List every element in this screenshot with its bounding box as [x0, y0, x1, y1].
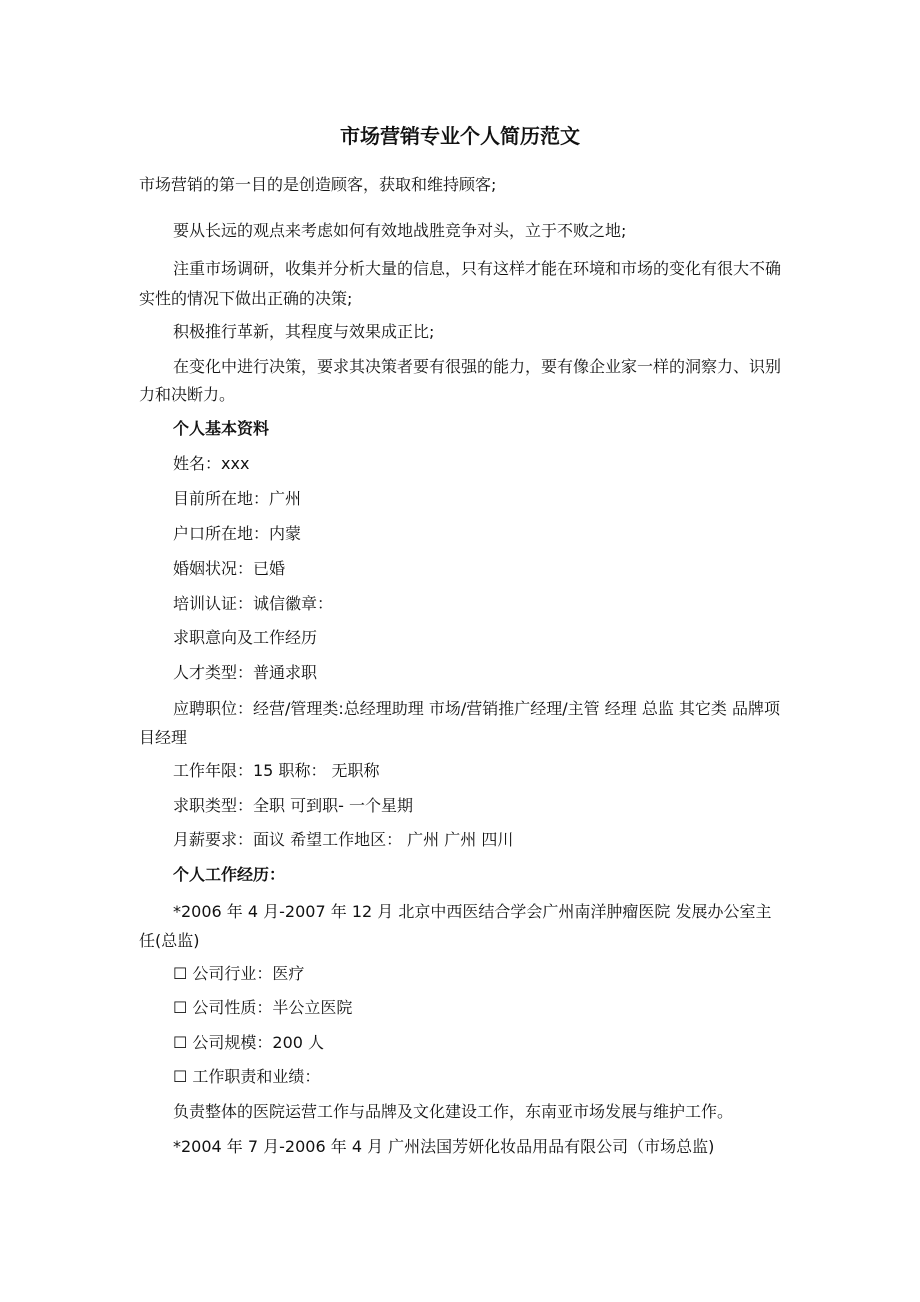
- paragraph: 要从长远的观点来考虑如何有效地战胜竞争对头，立于不败之地;: [173, 221, 627, 240]
- work-detail: ☐ 公司行业：医疗: [173, 964, 305, 983]
- info-line: 工作年限：15 职称： 无职称: [173, 761, 380, 780]
- section-heading-work: 个人工作经历：: [173, 865, 286, 884]
- paragraph: 注重市场调研，收集并分析大量的信息，只有这样才能在环境和市场的变化有很大不确实性的情况下做出正确的决策;: [139, 259, 782, 308]
- info-line: 求职类型：全职 可到职- 一个星期: [173, 796, 413, 815]
- info-line: 婚姻状况：已婚: [173, 559, 286, 578]
- document-title: 市场营销专业个人简历范文: [340, 124, 580, 148]
- work-detail: ☐ 公司性质：半公立医院: [173, 998, 353, 1017]
- work-detail: 负责整体的医院运营工作与品牌及文化建设工作，东南亚市场发展与维护工作。: [173, 1102, 734, 1121]
- info-line: 姓名：xxx: [173, 454, 250, 473]
- section-heading-basic-info: 个人基本资料: [173, 419, 270, 438]
- work-entry: *2004 年 7 月-2006 年 4 月 广州法国芳妍化妆品用品有限公司（市场总监): [173, 1137, 715, 1156]
- info-line: 户口所在地：内蒙: [173, 524, 302, 543]
- info-line: 人才类型：普通求职: [173, 663, 318, 682]
- work-entry: *2006 年 4 月-2007 年 12 月 北京中西医结合学会广州南洋肿瘤医院 发展办公室主任(总监): [139, 902, 772, 950]
- paragraph: 在变化中进行决策，要求其决策者要有很强的能力，要有像企业家一样的洞察力、识别力和决断力。: [139, 357, 782, 404]
- info-line: 培训认证：诚信徽章：: [173, 594, 334, 613]
- info-line: 应聘职位：经营/管理类:总经理助理 市场/营销推广经理/主管 经理 总监 其它类 品牌项目经理: [139, 699, 780, 747]
- intro-line: 市场营销的第一目的是创造顾客，获取和维持顾客;: [139, 175, 497, 194]
- info-line: 目前所在地：广州: [173, 489, 302, 508]
- work-detail: ☐ 公司规模：200 人: [173, 1033, 325, 1052]
- info-line: 求职意向及工作经历: [173, 628, 318, 647]
- paragraph: 积极推行革新，其程度与效果成正比;: [173, 322, 435, 341]
- work-detail: ☐ 工作职责和业绩：: [173, 1067, 321, 1086]
- info-line: 月薪要求：面议 希望工作地区： 广州 广州 四川: [173, 830, 514, 849]
